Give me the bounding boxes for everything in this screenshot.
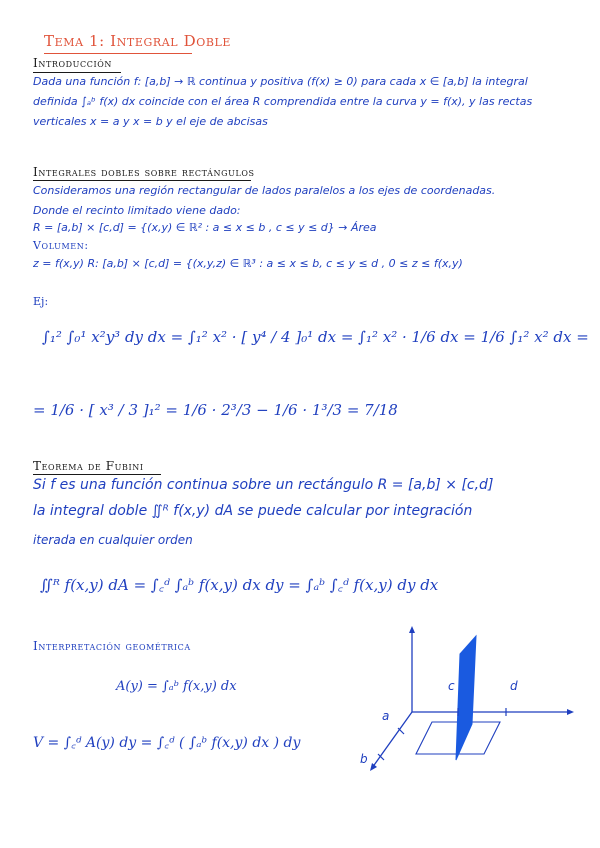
- axis-label-a: a: [382, 709, 390, 723]
- fubini-equation: ∬ᴿ f(x,y) dA = ∫꜀ᵈ ∫ₐᵇ f(x,y) dx dy = ∫ₐᵇ ∫꜀ᵈ f(x,y) dy dx: [40, 576, 439, 594]
- axis-label-c: c: [448, 679, 455, 693]
- title-underline: [44, 53, 192, 54]
- intro-line-3: verticales x = a y x = b y el eje de abcisas: [33, 115, 268, 128]
- geometric-sketch: [360, 620, 580, 800]
- fubini-line-3: iterada en cualquier orden: [33, 533, 193, 547]
- fubini-heading: Teorema de Fubini: [33, 459, 144, 473]
- intro-line-2: definida ∫ₐᵇ f(x) dx coincide con el área R comprendida entre la curva y = f(x), y las rectas: [33, 95, 533, 108]
- volume-label: Volumen:: [33, 239, 89, 252]
- x-axis-arrow: [370, 763, 377, 771]
- z-axis-arrow: [409, 626, 415, 633]
- rect-line-4: z = f(x,y) R: [a,b] × [c,d] = {(x,y,z) ∈ ℝ³ : a ≤ x ≤ b, c ≤ y ≤ d , 0 ≤ z ≤ f(x,y): [33, 257, 463, 270]
- area-equation: A(y) = ∫ₐᵇ f(x,y) dx: [116, 679, 237, 694]
- cross-section: [456, 636, 476, 760]
- fubini-heading-underline: [33, 474, 161, 475]
- intro-heading: Introducción: [33, 56, 112, 70]
- rect-heading-underline: [33, 180, 251, 181]
- geometric-heading: Interpretación geométrica: [33, 639, 191, 653]
- volume-equation: V = ∫꜀ᵈ A(y) dy = ∫꜀ᵈ ( ∫ₐᵇ f(x,y) dx ) dy: [33, 735, 301, 751]
- example-equation-2: = 1/6 · [ x³ / 3 ]₁² = 1/6 · 2³/3 − 1/6 · 1³/3 = 7/18: [33, 401, 398, 419]
- fubini-line-2: la integral doble ∬ᴿ f(x,y) dA se puede calcular por integración: [33, 503, 473, 519]
- rect-line-2: Donde el recinto limitado viene dado:: [33, 204, 241, 217]
- axis-label-b: b: [360, 752, 368, 766]
- y-axis-arrow: [567, 709, 574, 715]
- fubini-line-1: Si f es una función continua sobre un rectángulo R = [a,b] × [c,d]: [33, 477, 494, 493]
- axis-label-d: d: [510, 679, 518, 693]
- rect-line-1: Consideramos una región rectangular de lados paralelos a los ejes de coordenadas.: [33, 184, 496, 197]
- intro-heading-underline: [33, 72, 121, 73]
- intro-line-1: Dada una función f: [a,b] → ℝ continua y positiva (f(x) ≥ 0) para cada x ∈ [a,b] la integral: [33, 75, 528, 88]
- rect-line-3: R = [a,b] × [c,d] = {(x,y) ∈ ℝ² : a ≤ x ≤ b , c ≤ y ≤ d} → Área: [33, 221, 377, 234]
- rect-heading: Integrales dobles sobre rectángulos: [33, 165, 255, 179]
- example-label: Ej:: [33, 295, 49, 308]
- x-axis: [372, 712, 412, 768]
- example-equation-1: ∫₁² ∫₀¹ x²y³ dy dx = ∫₁² x² · [ y⁴ / 4 ]₀¹ dx = ∫₁² x² · 1/6 dx = 1/6 ∫₁² x² dx =: [42, 328, 589, 346]
- page-title: Tema 1: Integral Doble: [44, 32, 232, 50]
